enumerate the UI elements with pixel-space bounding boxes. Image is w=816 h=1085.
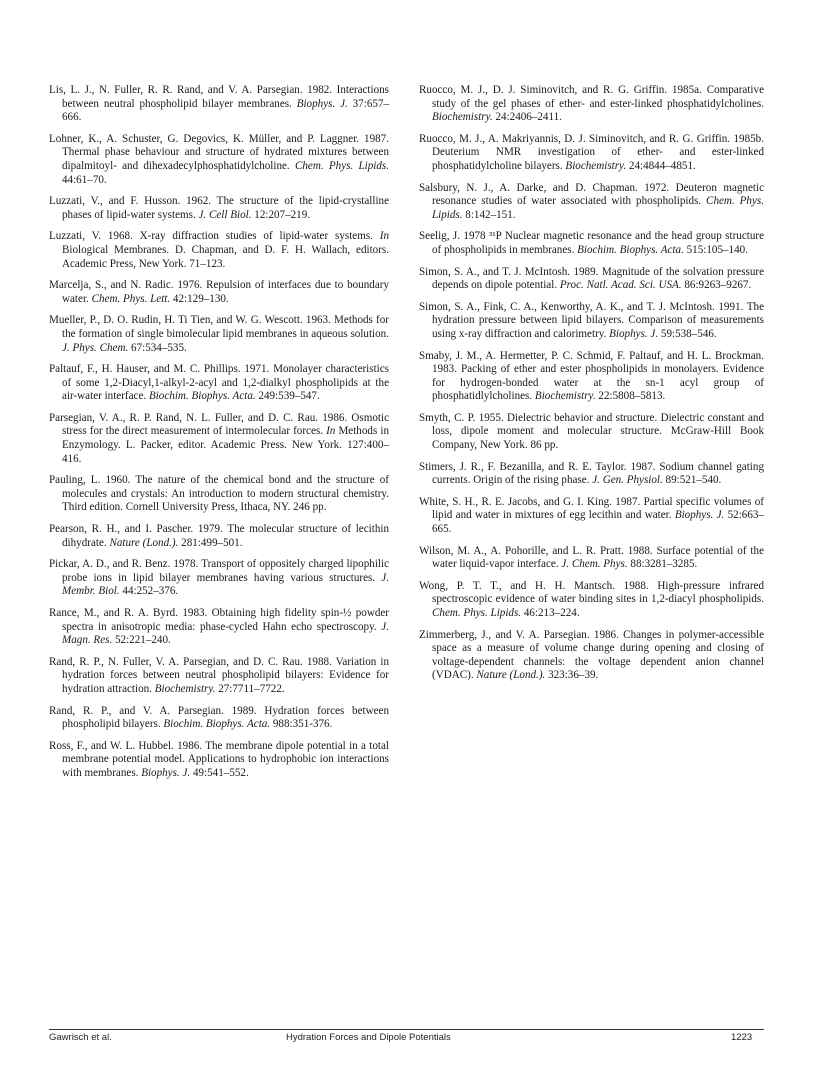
reference-text: Rand, R. P., and V. A. Parsegian. 1989. Hydration forces between phospholipid bilayers. [49, 704, 389, 731]
reference-text: Pickar, A. D., and R. Benz. 1978. Transport of oppositely charged lipophilic probe ions in lipid bilayer membranes having various structures. [49, 558, 389, 584]
reference-journal: J. Membr. Biol. [62, 571, 389, 598]
reference-text: Simon, S. A., Fink, C. A., Kenworthy, A. K., and T. J. McIntosh. 1991. The hydration pressure between lipid bilayers. Comparison of measurements using x-ray diffraction and calorimetry. [419, 300, 764, 340]
reference-volume-pages: 88:3281–3285. [627, 558, 698, 571]
reference-journal: Chem. Phys. Lett. [91, 292, 171, 305]
reference-entry [49, 474, 389, 515]
reference-volume-pages: Biological Membranes. D. Chapman, and D. F. H. Wallach, editors. Academic Press, New York. 71–123. [62, 243, 389, 270]
reference-text: Seelig, J. 1978 ³¹P Nuclear magnetic resonance and the head group structure of phospholipids in membranes. [419, 230, 764, 256]
reference-journal: Chem. Phys. Lipids. [294, 159, 389, 172]
reference-entry [419, 461, 764, 488]
reference-text: Smyth, C. P. 1955. Dielectric behavior and structure. Dielectric constant and loss, dipole moment and molecular structure. McGraw-Hill Book Company, New York. 86 pp. [419, 411, 764, 452]
reference-text: Paltauf, F., H. Hauser, and M. C. Phillips. 1971. Monolayer characteristics of some 1,2-Diacyl,1-alkyl-2-acyl and 1,2-dialkyl phospholipids at the air-water interface. [49, 363, 389, 403]
reference-volume-pages: 59:538–546. [658, 327, 717, 340]
reference-text: Ruocco, M. J., A. Makriyannis, D. J. Siminovitch, and R. G. Griffin. 1985b. Deuterium NMR investigation of ether- and ester-linked phosphatidylcholine bilayers. [419, 132, 764, 172]
reference-journal: In [379, 230, 389, 243]
references-left-column [49, 84, 389, 789]
reference-journal: Biophys. J. [609, 327, 659, 340]
reference-text: Smaby, J. M., A. Hermetter, P. C. Schmid, F. Paltauf, and H. L. Brockman. 1983. Packing of ether and ester phospholipids in monolayers. Evidence for hydrogen-bonded water at the sn-1 acyl group of phosphatidlylcholines. [419, 349, 764, 403]
reference-text: Lohner, K., A. Schuster, G. Degovics, K. Müller, and P. Laggner. 1987. Thermal phase behaviour and structure of hydrated mixtures between dipalmitoyl- and dihexadecylphosphatidylcholine. [49, 132, 389, 172]
reference-journal: J. Phys. Chem. [62, 341, 129, 354]
reference-entry [49, 523, 389, 550]
reference-entry [49, 607, 389, 648]
reference-volume-pages: 89:521–540. [662, 474, 722, 487]
reference-entry [49, 279, 389, 306]
reference-volume-pages: 515:105–140. [683, 243, 748, 256]
reference-volume-pages: 49:541–552. [190, 766, 249, 779]
reference-text: Luzzati, V., and F. Husson. 1962. The structure of the lipid-crystalline phases of lipid-water systems. [49, 195, 389, 221]
reference-entry [419, 266, 764, 293]
reference-entry [419, 350, 764, 404]
reference-volume-pages: Methods in Enzymology. L. Packer, editor. Academic Press. New York. 127:400–416. [62, 425, 389, 465]
footer-rule [49, 1029, 764, 1030]
reference-volume-pages: 988:351-376. [270, 718, 333, 731]
reference-journal: Biophys. J. [674, 509, 725, 522]
reference-text: Lis, L. J., N. Fuller, R. R. Rand, and V. A. Parsegian. 1982. Interactions between neutral phospholipid bilayer membranes. [49, 84, 389, 110]
reference-text: Ruocco, M. J., D. J. Siminovitch, and R. G. Griffin. 1985a. Comparative study of the gel phases of ether- and ester-linked phosphatidylcholines. [419, 84, 764, 110]
reference-entry [419, 133, 764, 174]
reference-entry [49, 363, 389, 404]
reference-entry [49, 195, 389, 222]
reference-entry [49, 133, 389, 187]
reference-text: White, S. H., R. E. Jacobs, and G. I. King. 1987. Partial specific volumes of lipid and water in mixtures of egg lecithin and water. [419, 495, 764, 522]
reference-journal: J. Gen. Physiol. [592, 474, 663, 487]
reference-text: Zimmerberg, J., and V. A. Parsegian. 1986. Changes in polymer-accessible space as a measure of volume change during opening and closing of voltage-dependent channels: the voltage dependent anion channel (VDAC). [419, 628, 764, 682]
reference-volume-pages: 8:142–151. [462, 208, 516, 221]
reference-volume-pages: 52:663–665. [432, 509, 764, 536]
footer-running-title: Hydration Forces and Dipole Potentials [286, 1032, 451, 1043]
reference-journal: J. Magn. Res. [62, 620, 389, 647]
reference-entry [49, 656, 389, 697]
reference-entry [419, 301, 764, 342]
reference-journal: Chem. Phys. Lipids. [432, 195, 764, 221]
reference-entry [419, 182, 764, 223]
reference-volume-pages: 281:499–501. [178, 536, 243, 549]
reference-volume-pages: 27:7711–7722. [215, 682, 285, 695]
reference-text: Rand, R. P., N. Fuller, V. A. Parsegian, and D. C. Rau. 1988. Variation in hydration forces between neutral phospholipid bilayers: Evidence for hydration attraction. [49, 655, 389, 695]
reference-volume-pages: 37:657–666. [62, 97, 390, 124]
reference-entry [419, 412, 764, 453]
reference-entry [419, 629, 764, 683]
reference-text: Pauling, L. 1960. The nature of the chemical bond and the structure of molecules and crystals: An introduction to modern structural chemistry. Third edition. Cornell University Press, Ithaca, NY. 246 pp. [49, 474, 389, 514]
reference-text: Mueller, P., D. O. Rudin, H. Ti Tien, and W. G. Wescott. 1963. Methods for the formation of single bimolecular lipid membranes in aqueous solution. [49, 314, 389, 340]
reference-entry [419, 496, 764, 537]
reference-volume-pages: 86:9263–9267. [681, 279, 752, 292]
reference-journal: Biochemistry. [534, 390, 596, 403]
reference-journal: Biochemistry. [565, 159, 627, 172]
reference-entry [49, 314, 389, 355]
footer-authors: Gawrisch et al. [49, 1032, 112, 1043]
reference-journal: Biochemistry. [154, 682, 216, 695]
reference-volume-pages: 42:129–130. [170, 292, 229, 305]
reference-text: Wilson, M. A., A. Pohorille, and L. R. Pratt. 1988. Surface potential of the water liquid-vapor interface. [419, 544, 764, 571]
references-right-column [419, 84, 764, 691]
reference-volume-pages: 44:61–70. [62, 173, 107, 186]
reference-entry [49, 84, 389, 125]
reference-text: Marcelja, S., and N. Radic. 1976. Repulsion of interfaces due to boundary water. [49, 279, 389, 305]
reference-volume-pages: 12:207–219. [251, 208, 311, 221]
reference-entry [419, 230, 764, 257]
reference-journal: J. Cell Biol. [198, 208, 252, 221]
reference-journal: Biophys. J. [296, 97, 348, 110]
reference-text: Luzzati, V. 1968. X-ray diffraction studies of lipid-water systems. [49, 230, 380, 243]
reference-journal: Biophys. J. [141, 766, 191, 779]
reference-journal: Proc. Natl. Acad. Sci. USA. [559, 279, 682, 292]
reference-entry [419, 580, 764, 621]
reference-text: Wong, P. T. T., and H. H. Mantsch. 1988. High-pressure infrared spectroscopic evidence of water binding sites in 1,2-diacyl phospholipids. [419, 579, 764, 606]
reference-volume-pages: 22:5808–5813. [595, 390, 666, 403]
reference-text: Rance, M., and R. A. Byrd. 1983. Obtaining high fidelity spin-½ powder spectra in anisotropic media: phase-cycled Hahn echo spectroscopy. [49, 607, 389, 633]
reference-text: Pearson, R. H., and I. Pascher. 1979. The molecular structure of lecithin dihydrate. [49, 523, 389, 549]
reference-entry [419, 545, 764, 572]
reference-volume-pages: 67:534–535. [128, 341, 187, 354]
reference-entry [49, 705, 389, 732]
reference-journal: Biochim. Biophys. Acta. [148, 390, 256, 403]
reference-entry [49, 230, 389, 271]
reference-entry [49, 558, 389, 599]
reference-volume-pages: 24:4844–4851. [626, 159, 696, 172]
page-number: 1223 [731, 1032, 753, 1043]
reference-text: Salsbury, N. J., A. Darke, and D. Chapman. 1972. Deuteron magnetic resonance studies of water associated with phospholipids. [419, 181, 764, 208]
reference-volume-pages: 52:221–240. [112, 634, 171, 647]
reference-journal: J. Chem. Phys. [561, 558, 628, 571]
reference-text: Simon, S. A., and T. J. McIntosh. 1989. Magnitude of the solvation pressure depends on dipole potential. [419, 265, 764, 292]
reference-text: Stimers, J. R., F. Bezanilla, and R. E. Taylor. 1987. Sodium channel gating currents. Origin of the rising phase. [419, 460, 764, 487]
reference-entry [49, 412, 389, 466]
reference-journal: In [326, 425, 336, 438]
reference-journal: Biochemistry. [432, 111, 493, 124]
reference-text: Ross, F., and W. L. Hubbel. 1986. The membrane dipole potential in a total membrane potential model. Applications to hydrophobic ion interactions with membranes. [49, 739, 389, 779]
reference-journal: Chem. Phys. Lipids. [432, 607, 522, 619]
reference-journal: Biochim. Biophys. Acta. [577, 243, 684, 256]
reference-entry [419, 84, 764, 125]
reference-volume-pages: 46:213–224. [521, 607, 580, 619]
reference-journal: Nature (Lond.). [109, 536, 179, 549]
reference-journal: Biochim. Biophys. Acta. [163, 718, 271, 731]
reference-volume-pages: 44:252–376. [119, 585, 179, 598]
reference-text: Parsegian, V. A., R. P. Rand, N. L. Fuller, and D. C. Rau. 1986. Osmotic stress for the direct measurement of intermolecular forces. [49, 411, 389, 438]
reference-volume-pages: 249:539–547. [255, 390, 320, 403]
reference-journal: Nature (Lond.). [476, 669, 546, 682]
reference-volume-pages: 323:36–39. [545, 669, 599, 682]
reference-volume-pages: 24:2406–2411. [492, 111, 562, 124]
reference-entry [49, 740, 389, 781]
